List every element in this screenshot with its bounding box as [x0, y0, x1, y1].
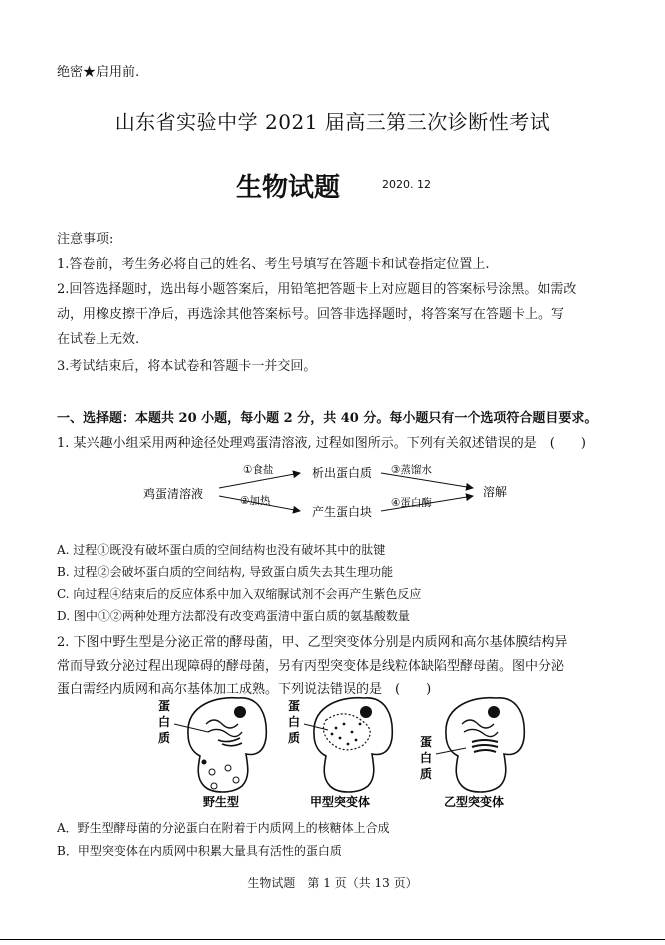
svg-text:质: 质 [420, 767, 433, 781]
svg-text:白: 白 [420, 751, 433, 765]
flow-step-3-label: ③蒸馏水 [391, 464, 432, 476]
q2-stem-line-3: 蛋白需经内质网和高尔基体加工成熟。下列说法错误的是 ( ) [57, 682, 432, 697]
q1-option-b: B. 过程②会破坏蛋白质的空间结构, 导致蛋白质失去其生理功能 [57, 565, 394, 579]
flow-step-2-label: ②加热 [240, 495, 271, 507]
svg-text:蛋: 蛋 [158, 699, 171, 713]
flow-mid-2-label: 产生蛋白块 [312, 505, 373, 519]
page-footer: 生物试题 第 1 页（共 13 页） [247, 876, 418, 890]
q1-option-a: A. 过程①既没有破坏蛋白质的空间结构也没有破坏其中的肽键 [57, 543, 386, 557]
subject-title: 生物试题 [236, 173, 341, 203]
notes-heading: 注意事项: [57, 232, 114, 247]
label-wild-type: 野生型 [203, 795, 240, 809]
svg-text:白: 白 [158, 715, 171, 729]
note-2-line-3: 在试卷上无效. [57, 332, 140, 347]
exam-date: 2020. 12 [382, 178, 431, 191]
q1-option-d: D. 图中①②两种处理方法都没有改变鸡蛋清中蛋白质的氨基酸数量 [57, 609, 410, 623]
exam-title: 山东省实验中学 2021 届高三第三次诊断性考试 [114, 110, 551, 134]
flow-start-label: 鸡蛋清溶液 [143, 487, 204, 501]
note-2-line-1: 2.回答选择题时，选出每小题答案后，用铅笔把答题卡上对应题目的答案标号涂黑。如需改 [57, 282, 577, 297]
wild-type-cell [158, 698, 266, 809]
svg-text:蛋: 蛋 [420, 735, 433, 749]
flow-step-1-label: ①食盐 [243, 464, 274, 476]
svg-text:质: 质 [158, 731, 171, 745]
svg-text:白: 白 [288, 715, 301, 729]
note-3: 3.考试结束后，将本试卷和答题卡一并交回。 [57, 359, 317, 374]
bottom-rule [0, 939, 665, 940]
q1-option-c: C. 向过程④结束后的反应体系中加入双缩脲试剂不会再产生紫色反应 [57, 587, 422, 601]
q2-stem-line-1: 2. 下图中野生型是分泌正常的酵母菌，甲、乙型突变体分别是内质网和高尔基体膜结构异 [57, 635, 568, 650]
q2-cell-figure [148, 694, 528, 812]
q1-stem: 1. 某兴趣小组采用两种途径处理鸡蛋清溶液, 过程如图所示。下列有关叙述错误的是 ( ) [57, 436, 586, 451]
flow-step-4-label: ④蛋白酶 [391, 497, 432, 509]
section-heading: 一、选择题：本题共 20 小题，每小题 2 分，共 40 分。每小题只有一个选项符合题目要求。 [57, 411, 598, 426]
label-mutant-a: 甲型突变体 [310, 795, 371, 809]
svg-text:蛋: 蛋 [288, 699, 301, 713]
svg-text:质: 质 [288, 731, 301, 745]
q2-option-b: B．甲型突变体在内质网中积累大量具有活性的蛋白质 [57, 844, 342, 858]
q2-stem-line-2: 常而导致分泌过程出现障碍的酵母菌，另有丙型突变体是线粒体缺陷型酵母菌。图中分泌 [57, 659, 565, 674]
mutant-b-cell [420, 698, 524, 809]
q1-flow-diagram [135, 458, 535, 528]
label-mutant-b: 乙型突变体 [444, 795, 505, 809]
note-2-line-2: 动，用橡皮擦干净后，再选涂其他答案标号。回答非选择题时，将答案写在答题卡上。写 [57, 307, 565, 322]
note-1: 1.答卷前，考生务必将自己的姓名、考生号填写在答题卡和试卷指定位置上. [57, 257, 490, 272]
mutant-a-cell [288, 698, 392, 809]
q2-option-a: A．野生型酵母菌的分泌蛋白在附着于内质网上的核糖体上合成 [57, 821, 390, 835]
flow-end-label: 溶解 [483, 485, 508, 499]
confidential-mark: 绝密★启用前. [57, 65, 140, 80]
flow-mid-1-label: 析出蛋白质 [312, 466, 373, 480]
